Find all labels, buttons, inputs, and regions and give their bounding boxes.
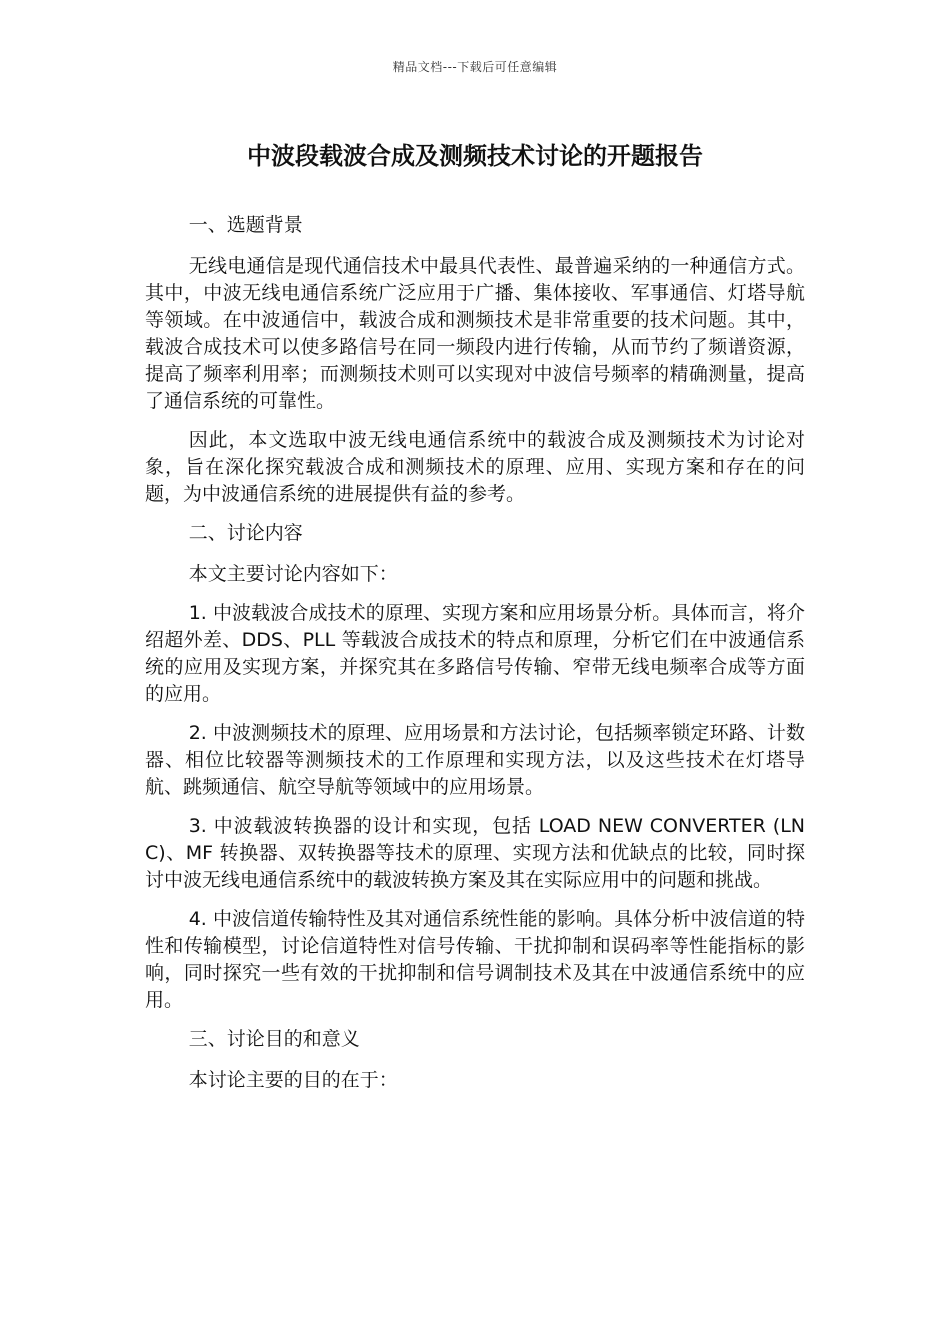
document-title: 中波段载波合成及测频技术讨论的开题报告 xyxy=(247,142,703,170)
background-paragraph-1: 无线电通信是现代通信技术中最具代表性、最普遍采纳的一种通信方式。其中，中波无线电通信系统广泛应用于广播、集体接收、军事通信、灯塔导航等领域。在中波通信中，载波合成和测频技术是非常重要的技术问题。其中，载波合成技术可以使多路信号在同一频段内进行传输，从而节约了频谱资源，提高了频率利用率；而测频技术则可以实现对中波信号频率的精确测量，提高了通信系统的可靠性。 xyxy=(145,255,805,412)
header-note: 精品文档---下载后可任意编辑 xyxy=(392,60,558,74)
document-body xyxy=(145,212,805,1106)
section-heading-content: 二、讨论内容 xyxy=(188,522,303,544)
section-heading-background: 一、选题背景 xyxy=(188,214,303,236)
content-item-1: 1. 中波载波合成技术的原理、实现方案和应用场景分析。具体而言，将介绍超外差、DDS、PLL 等载波合成技术的特点和原理，分析它们在中波通信系统的应用及实现方案，并探究其在多路信号传输、窄带无线电频率合成等方面的应用。 xyxy=(145,602,805,705)
background-paragraph-2: 因此，本文选取中波无线电通信系统中的载波合成及测频技术为讨论对象，旨在深化探究载波合成和测频技术的原理、应用、实现方案和存在的问题，为中波通信系统的进展提供有益的参考。 xyxy=(145,429,805,505)
section-heading-purpose: 三、讨论目的和意义 xyxy=(188,1028,360,1050)
content-item-2: 2. 中波测频技术的原理、应用场景和方法讨论，包括频率锁定环路、计数器、相位比较器等测频技术的工作原理和实现方法，以及这些技术在灯塔导航、跳频通信、航空导航等领域中的应用场景。 xyxy=(145,722,805,798)
purpose-intro: 本讨论主要的目的在于： xyxy=(188,1069,398,1091)
content-item-3: 3. 中波载波转换器的设计和实现，包括 LOAD NEW CONVERTER (LNC)、MF 转换器、双转换器等技术的原理、实现方法和优缺点的比较，同时探讨中波无线电通信系统中的载波转换方案及其在实际应用中的问题和挑战。 xyxy=(145,815,805,891)
content-intro: 本文主要讨论内容如下： xyxy=(188,563,398,585)
content-item-4: 4. 中波信道传输特性及其对通信系统性能的影响。具体分析中波信道的特性和传输模型，讨论信道特性对信号传输、干扰抑制和误码率等性能指标的影响，同时探究一些有效的干扰抑制和信号调制技术及其在中波通信系统中的应用。 xyxy=(145,908,805,1011)
